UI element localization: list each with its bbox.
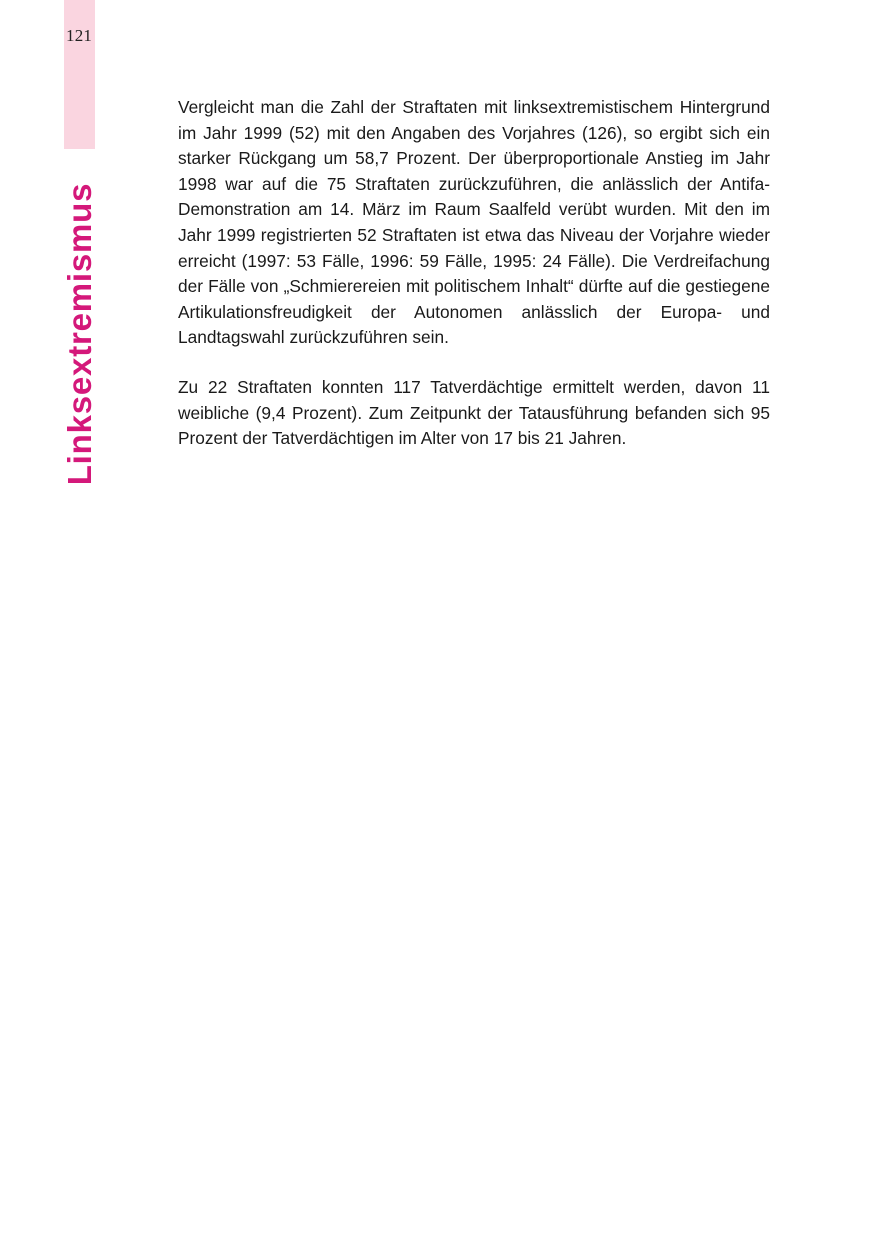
section-title: Linksextremismus (61, 182, 98, 486)
body-text (178, 95, 770, 476)
page-number: 121 (66, 26, 93, 45)
page-tab (64, 0, 95, 149)
paragraph-2: Zu 22 Straftaten konnten 117 Tatverdächtige ermittelt werden, davon 11 weibliche (9,4 Prozent). Zum Zeitpunkt der Tatausführung befanden sich 95 Prozent der Tatverdächtigen im Alter von 17 bis 21 Jahren. (178, 376, 770, 449)
paragraph-1: Vergleicht man die Zahl der Straftaten mit linksextremistischem Hintergrund im Jahr 1999 (52) mit den Angaben des Vorjahres (126), so ergibt sich ein starker Rückgang um 58,7 Prozent. Der überproportionale Anstieg im Jahr 1998 war auf die 75 Straftaten zurückzuführen, die anlässlich der Antifa-Demonstration am 14. März im Raum Saalfeld verübt wurden. Mit den im Jahr 1999 registrierten 52 Straftaten ist etwa das Niveau der Vorjahre wieder erreicht (1997: 53 Fälle, 1996: 59 Fälle, 1995: 24 Fälle). Die Verdreifachung der Fälle von „Schmierereien mit politischem Inhalt“ dürfte auf die gestiegene Artikulationsfreudigkeit der Autonomen anlässlich der Europa- und Landtagswahl zurückzuführen sein. (178, 97, 770, 348)
